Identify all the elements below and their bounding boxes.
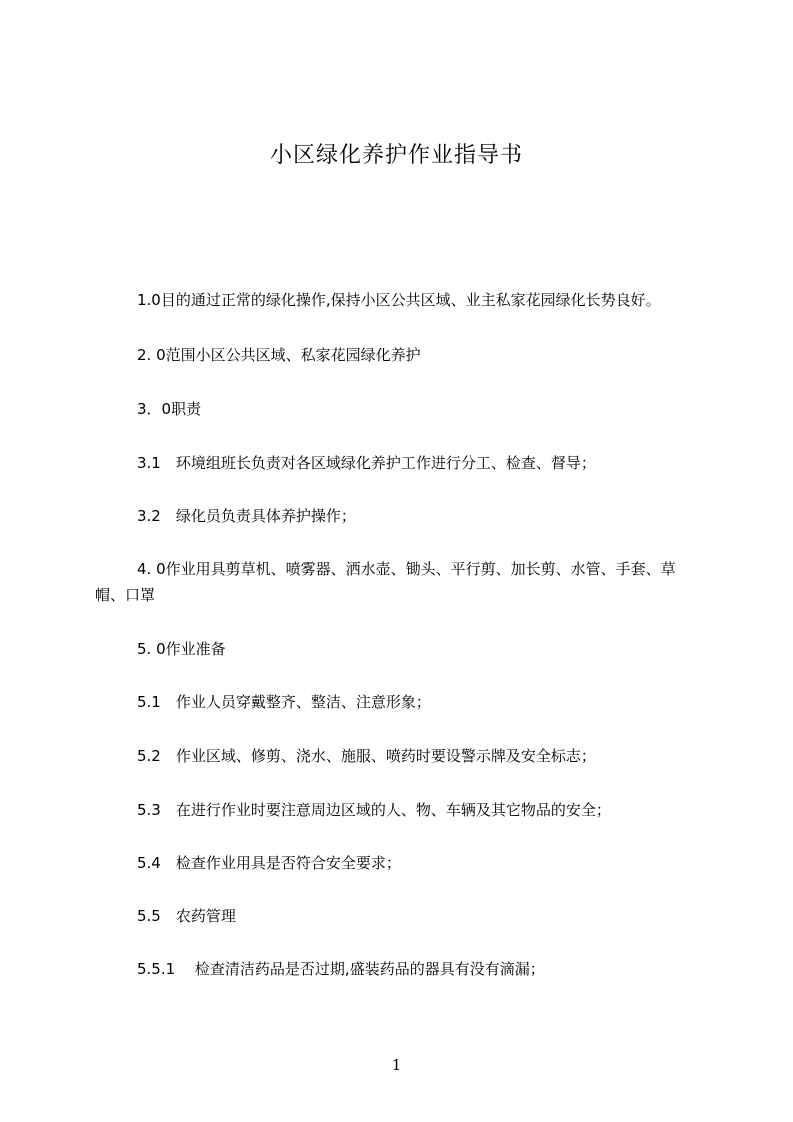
paragraph-3-1: 3.1 环境组班长负责对各区域绿化养护工作进行分工、检查、督导； <box>137 454 596 472</box>
paragraph-responsibilities: 3．0职责 <box>137 400 202 418</box>
paragraph-5-3: 5.3 在进行作业时要注意周边区域的人、物、车辆及其它物品的安全； <box>137 801 611 819</box>
paragraph-preparation: 5. 0作业准备 <box>137 640 226 658</box>
paragraph-scope: 2. 0范围小区公共区域、私家花园绿化养护 <box>137 346 421 364</box>
paragraph-3-2: 3.2 绿化员负责具体养护操作； <box>137 507 356 525</box>
paragraph-5-5-1: 5.5.1 检查清洁药品是否过期,盛装药品的器具有没有滴漏； <box>137 960 545 978</box>
paragraph-purpose: 1.0目的通过正常的绿化操作,保持小区公共区域、业主私家花园绿化长势良好。 <box>137 291 661 309</box>
paragraph-5-5: 5.5 农药管理 <box>137 907 236 925</box>
paragraph-5-4: 5.4 检查作业用具是否符合安全要求； <box>137 854 401 872</box>
page-number: 1 <box>391 1056 402 1074</box>
paragraph-5-1: 5.1 作业人员穿戴整齐、整洁、注意形象； <box>137 693 431 711</box>
paragraph-tools: 4. 0作业用具剪草机、喷雾器、洒水壶、锄头、平行剪、加长剪、水管、手套、草帽、口罩 <box>95 560 676 604</box>
paragraph-5-2: 5.2 作业区域、修剪、浇水、施服、喷药时要设警示牌及安全标志； <box>137 747 596 765</box>
document-title: 小区绿化养护作业指导书 <box>269 143 523 168</box>
